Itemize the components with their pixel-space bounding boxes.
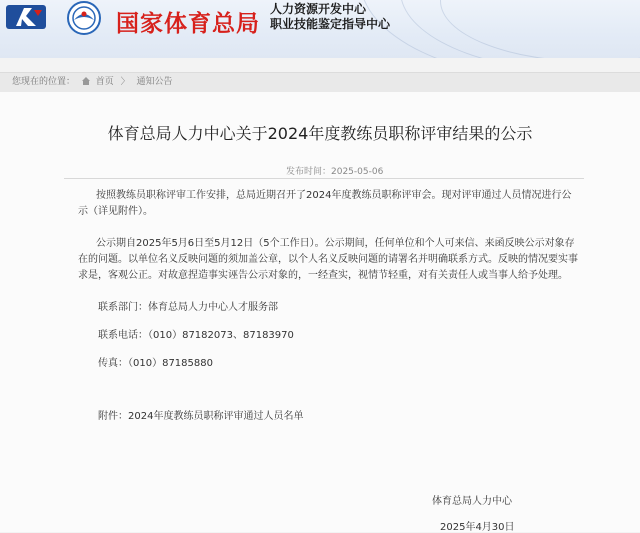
site-header [0, 0, 640, 58]
attachment-link[interactable]: 附件：2024年度教练员职称评审通过人员名单 [98, 411, 304, 422]
center-name-line2: 职业技能鉴定指导中心 [270, 17, 391, 31]
center-name-line1: 人力资源开发中心 [270, 2, 367, 16]
fax-number: 传真：（010）87185880 [98, 358, 213, 369]
breadcrumb-notices-link[interactable]: 通知公告 [136, 77, 173, 87]
signature-date: 2025年4月30日 [440, 522, 515, 533]
breadcrumb [0, 72, 640, 93]
breadcrumb-prefix: 您现在的位置： [12, 77, 76, 87]
article-paragraph-2: 公示期自2025年5月6日至5月12日（5个工作日）。公示期间，任何单位和个人可来信、来函反映公示对象存在的问题。以单位名义反映问题的须加盖公章，以个人名义反映问题的请署名并明确联系方式。反映的情况要实事求是，客观公正。对故意捏造事实诬告公示对象的，一经查实，视情节轻重，对有关责任人或当事人给予处理。 [78, 238, 578, 281]
home-icon [82, 77, 90, 85]
center-name [270, 2, 390, 32]
publish-date: 发布时间：2025-05-06 [286, 167, 384, 177]
breadcrumb-separator: 〉 [120, 77, 130, 87]
contact-department: 联系部门：体育总局人力中心人才服务部 [98, 302, 278, 313]
contact-phone: 联系电话：（010）87182073、87183970 [98, 330, 294, 341]
article-title: 体育总局人力中心关于2024年度教练员职称评审结果的公示 [107, 124, 533, 143]
breadcrumb-home-link[interactable]: 首页 [95, 77, 114, 87]
title-divider [64, 178, 584, 179]
article-paragraph-1: 按照教练员职称评审工作安排，总局近期召开了2024年度教练员职称评审会。现对评审通过人员情况进行公示（详见附件）。 [78, 190, 572, 217]
signature-org: 体育总局人力中心 [432, 496, 512, 507]
hrdc-logo-icon[interactable] [4, 2, 50, 32]
article-container [0, 92, 640, 532]
sport-bureau-emblem-icon[interactable] [64, 0, 104, 36]
org-name[interactable]: 国家体育总局 [116, 10, 260, 37]
